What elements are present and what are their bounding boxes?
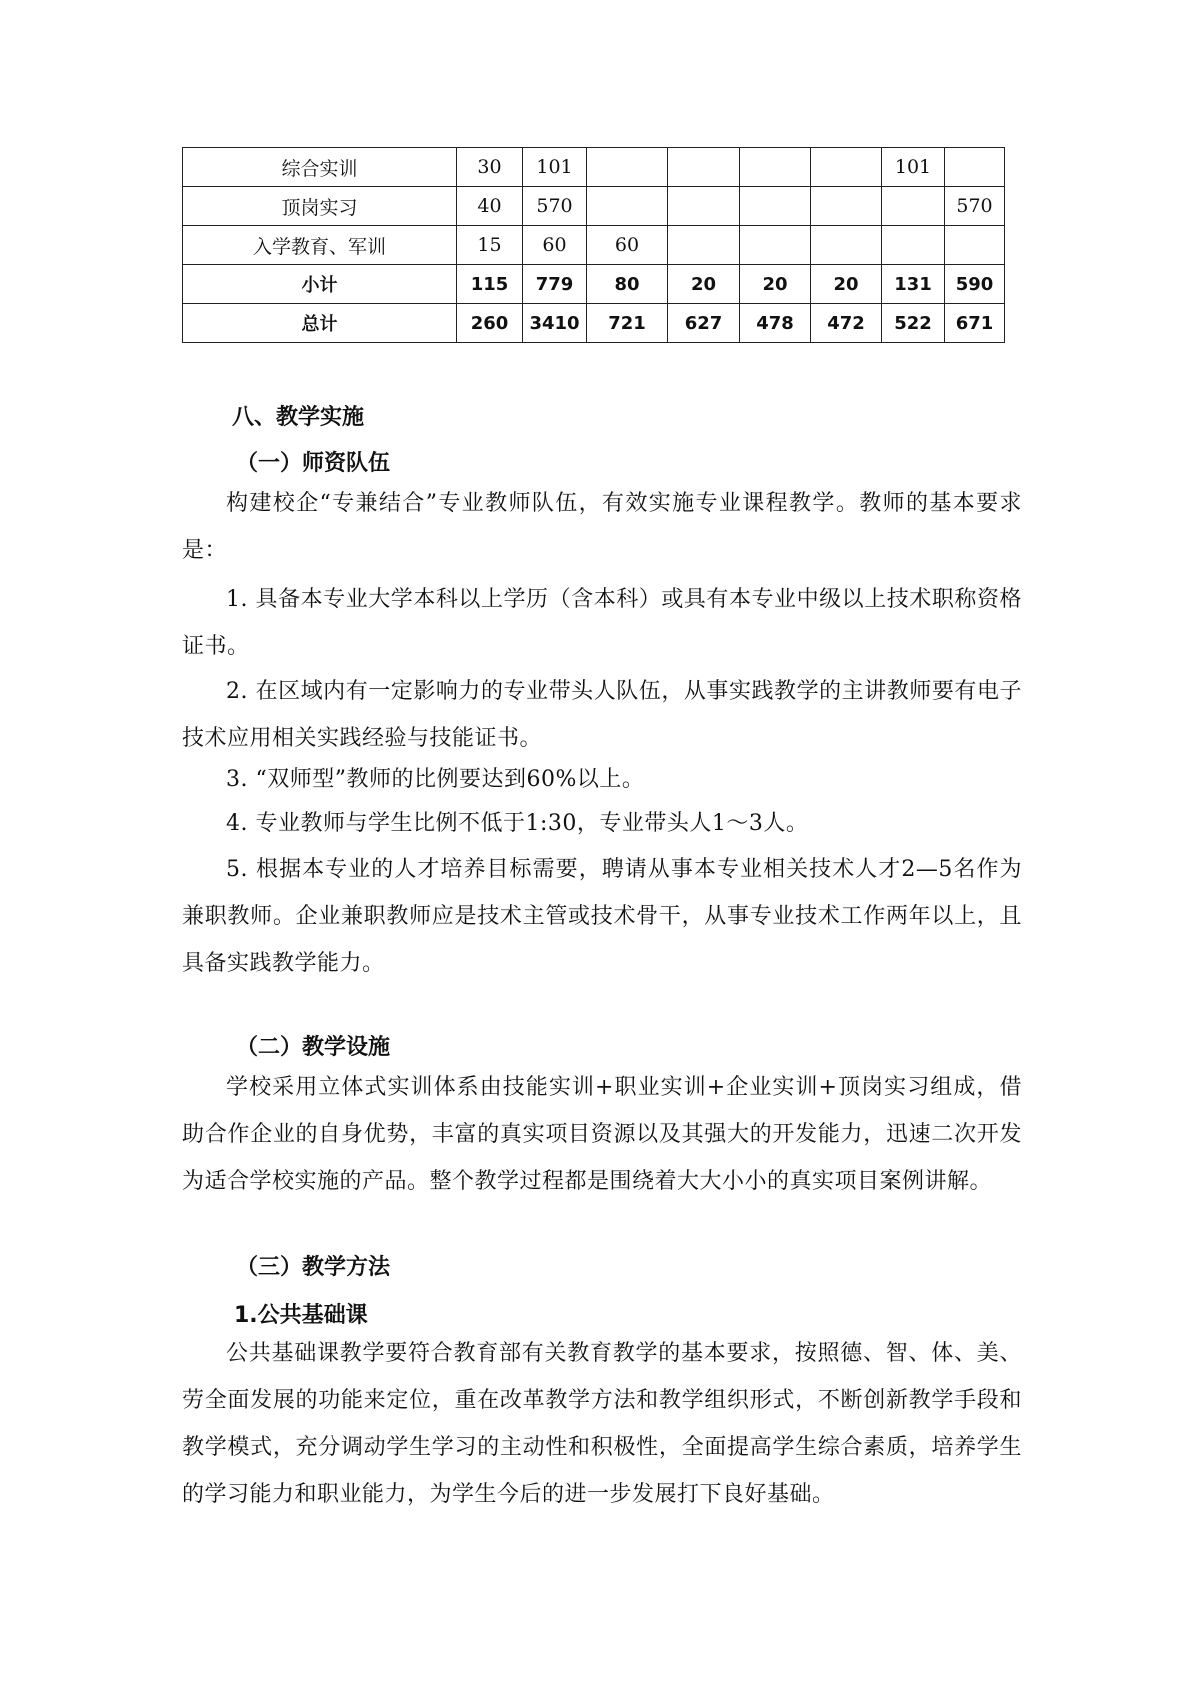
section-heading: 八、教学实施	[232, 405, 365, 430]
table-cell	[740, 187, 811, 226]
table-cell	[811, 148, 882, 187]
table-cell: 20	[668, 265, 740, 304]
table-cell: 30	[457, 148, 523, 187]
row-label-cell: 总计	[183, 304, 457, 343]
subsection-heading-methods: （三）教学方法	[236, 1255, 391, 1280]
table-cell: 101	[523, 148, 587, 187]
table-cell: 671	[945, 304, 1005, 343]
row-label-cell: 小计	[183, 265, 457, 304]
list-item: 2. 在区域内有一定影响力的专业带头人队伍，从事实践教学的主讲教师要有电子技术应用相关实践经验与技能证书。	[182, 679, 1022, 751]
subsection-heading-facilities: （二）教学设施	[236, 1035, 391, 1060]
table-cell: 101	[882, 148, 945, 187]
table-cell: 60	[523, 226, 587, 265]
table-cell	[740, 148, 811, 187]
table-cell	[668, 187, 740, 226]
hours-table	[182, 147, 1005, 343]
item-heading-public-courses: 1.公共基础课	[234, 1303, 368, 1328]
table-cell: 20	[811, 265, 882, 304]
paragraph-facilities: 学校采用立体式实训体系由技能实训+职业实训+企业实训+顶岗实习组成，借助合作企业的自身优势，丰富的真实项目资源以及其强大的开发能力，迅速二次开发为适合学校实施的产品。整个教学过程都是围绕着大大小小的真实项目案例讲解。	[182, 1075, 1022, 1194]
table-cell	[811, 226, 882, 265]
table-cell: 522	[882, 304, 945, 343]
table-cell: 20	[740, 265, 811, 304]
table-cell	[740, 226, 811, 265]
table-row	[183, 265, 1005, 304]
table-cell: 115	[457, 265, 523, 304]
table-cell: 3410	[523, 304, 587, 343]
table-cell: 779	[523, 265, 587, 304]
table-cell: 472	[811, 304, 882, 343]
list-item: 1. 具备本专业大学本科以上学历（含本科）或具有本专业中级以上技术职称资格证书。	[182, 587, 1022, 659]
table-cell: 80	[587, 265, 668, 304]
row-label-cell: 入学教育、军训	[183, 226, 457, 265]
row-label-cell: 综合实训	[183, 148, 457, 187]
paragraph-faculty-intro: 构建校企“专兼结合”专业教师队伍，有效实施专业课程教学。教师的基本要求是：	[182, 491, 1022, 563]
table-cell	[668, 226, 740, 265]
table-cell	[587, 148, 668, 187]
table-cell: 721	[587, 304, 668, 343]
table-cell	[668, 148, 740, 187]
table-cell	[587, 187, 668, 226]
table-row	[183, 148, 1005, 187]
list-item: 3. “双师型”教师的比例要达到60%以上。	[226, 767, 645, 792]
table-cell: 570	[945, 187, 1005, 226]
table-cell: 627	[668, 304, 740, 343]
list-item: 5. 根据本专业的人才培养目标需要，聘请从事本专业相关技术人才2—5名作为兼职教师。企业兼职教师应是技术主管或技术骨干，从事专业技术工作两年以上，且具备实践教学能力。	[182, 857, 1022, 976]
table-cell	[882, 226, 945, 265]
table-cell	[882, 187, 945, 226]
subsection-heading-faculty: （一）师资队伍	[236, 451, 391, 476]
table-cell: 260	[457, 304, 523, 343]
row-label-cell: 顶岗实习	[183, 187, 457, 226]
table-cell: 15	[457, 226, 523, 265]
table-cell	[945, 226, 1005, 265]
table-row	[183, 226, 1005, 265]
table-cell	[945, 148, 1005, 187]
table-cell: 40	[457, 187, 523, 226]
table-cell: 590	[945, 265, 1005, 304]
table-cell: 478	[740, 304, 811, 343]
table-cell: 570	[523, 187, 587, 226]
table-cell	[811, 187, 882, 226]
table-cell: 60	[587, 226, 668, 265]
paragraph-public-courses: 公共基础课教学要符合教育部有关教育教学的基本要求，按照德、智、体、美、劳全面发展的功能来定位，重在改革教学方法和教学组织形式，不断创新教学手段和教学模式，充分调动学生学习的主动性和积极性，全面提高学生综合素质，培养学生的学习能力和职业能力，为学生今后的进一步发展打下良好基础。	[182, 1341, 1022, 1507]
list-item: 4. 专业教师与学生比例不低于1:30，专业带头人1～3人。	[226, 811, 809, 836]
table-row	[183, 304, 1005, 343]
table-row	[183, 187, 1005, 226]
table-cell: 131	[882, 265, 945, 304]
